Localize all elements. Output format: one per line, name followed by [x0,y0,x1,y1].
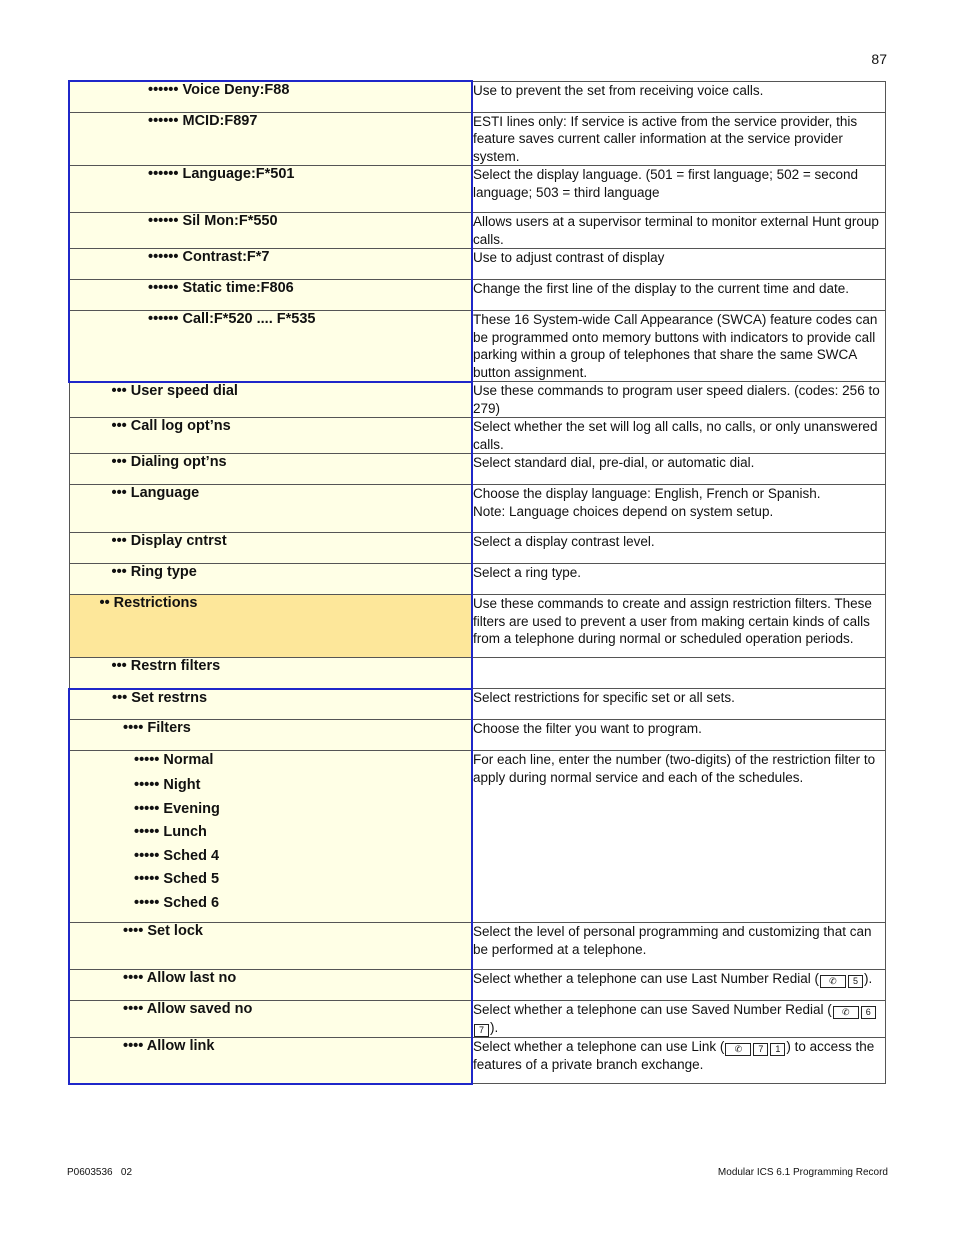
row-label: •••• Set lock [69,923,472,970]
row-label: •••••• Voice Deny:F88 [69,81,472,112]
feature-key-icon: ✆ [833,1006,859,1019]
schedule-label-lunch: ••••• Lunch [134,824,207,840]
row-label: •••• Allow last no [69,970,472,1001]
row-description [472,1001,886,1038]
digit-key-icon: 6 [861,1006,876,1019]
row-description [472,658,886,689]
table-row [69,1001,886,1038]
table-row [69,970,886,1001]
schedule-label-normal: ••••• Normal [134,752,214,768]
row-description: Change the first line of the display to the current time and date. [472,280,886,311]
digit-key-icon: 1 [770,1043,785,1056]
row-label: •••••• Language:F*501 [69,166,472,213]
row-description: Select a ring type. [472,564,886,595]
row-description: For each line, enter the number (two-digits) of the restriction filter to apply during normal service and each of the schedules. [472,751,886,923]
table-row [69,112,886,166]
document-code: P0603536 02 [67,1167,133,1178]
row-label: •• Restrictions [69,595,472,658]
row-label: ••• Ring type [69,564,472,595]
description-end: ) to access the features of a private branch exchange. [473,1039,875,1072]
table-row [69,564,886,595]
page-number: 87 [871,51,887,67]
row-description: Choose the filter you want to program. [472,720,886,751]
programming-table [68,80,886,1085]
row-label: •••• Allow link [69,1038,472,1084]
row-description: Use to prevent the set from receiving voice calls. [472,81,886,112]
feature-key-icon: ✆ [820,975,846,988]
row-label: •••••• Sil Mon:F*550 [69,213,472,249]
row-description: Select restrictions for specific set or all sets. [472,689,886,720]
table-row [69,1038,886,1084]
digit-key-icon: 7 [753,1043,768,1056]
schedule-label-sched-6: ••••• Sched 6 [134,894,220,911]
row-description: Use to adjust contrast of display [472,249,886,280]
table-row [69,382,886,418]
table-row [69,923,886,970]
row-description: Allows users at a supervisor terminal to monitor external Hunt group calls. [472,213,886,249]
table-row [69,213,886,249]
description-text: Select whether a telephone can use Link ( [473,1039,725,1054]
row-label: •••• Allow saved no [69,1001,472,1038]
digit-key-icon: 5 [848,975,863,988]
table-row [69,751,886,923]
row-description: Select whether the set will log all calls, no calls, or only unanswered calls. [472,418,886,454]
row-label: ••• Set restrns [69,689,472,720]
row-label: ••• Display cntrst [69,533,472,564]
description-note: Note: Language choices depend on system setup. [473,503,774,519]
description-text: Select whether a telephone can use Saved Number Redial ( [473,1002,832,1017]
digit-key-icon: 7 [474,1024,489,1037]
row-label: ••• Call log opt’ns [69,418,472,454]
document-title: Modular ICS 6.1 Programming Record [717,1167,888,1178]
feature-key-icon: ✆ [725,1043,751,1056]
row-description [472,485,886,533]
row-label: •••••• Contrast:F*7 [69,249,472,280]
row-description [472,970,886,1001]
table-row [69,454,886,485]
row-description: These 16 System-wide Call Appearance (SWCA) feature codes can be programmed onto memory buttons with indicators to provide call parking within a group of telephones that share the same SWCA button assignment. [472,311,886,382]
table-row [69,81,886,112]
row-label: ••• Restrn filters [69,658,472,689]
table-row [69,533,886,564]
table-row [69,720,886,751]
table-row [69,418,886,454]
schedule-labels [69,751,472,923]
row-description [472,1038,886,1084]
row-label: ••• User speed dial [69,382,472,418]
row-label: •••••• Call:F*520 .... F*535 [69,311,472,382]
row-label: •••••• MCID:F897 [69,112,472,166]
description-text: Select whether a telephone can use Last Number Redial ( [473,971,819,986]
row-description: Select standard dial, pre-dial, or automatic dial. [472,454,886,485]
row-label: ••• Language [69,485,472,533]
table-row [69,311,886,382]
schedule-label-sched-5: ••••• Sched 5 [134,871,220,887]
description-line: Choose the display language: English, French or Spanish. [473,486,821,501]
table-row [69,689,886,720]
table-row [69,249,886,280]
schedule-label-evening: ••••• Evening [134,800,220,817]
row-label: ••• Dialing opt’ns [69,454,472,485]
row-description: Use these commands to program user speed dialers. (codes: 256 to 279) [472,382,886,418]
table-row [69,280,886,311]
table-row [69,485,886,533]
schedule-label-sched-4: ••••• Sched 4 [134,847,220,864]
table-row [69,595,886,658]
row-description: Select the level of personal programming and customizing that can be performed at a telephone. [472,923,886,970]
row-label: •••••• Static time:F806 [69,280,472,311]
row-description: Select the display language. (501 = first language; 502 = second language; 503 = third language [472,166,886,213]
description-end: ). [863,971,873,986]
row-description: Use these commands to create and assign restriction filters. These filters are used to prevent a user from making certain kinds of calls from a telephone during normal or scheduled operation periods. [472,595,886,658]
schedule-label-night: ••••• Night [134,777,201,793]
table-row [69,166,886,213]
description-end: ). [490,1020,499,1035]
table-row [69,658,886,689]
row-label: •••• Filters [69,720,472,751]
row-description: Select a display contrast level. [472,533,886,564]
row-description: ESTI lines only: If service is active from the service provider, this feature saves current caller information at the service provider system. [472,112,886,166]
